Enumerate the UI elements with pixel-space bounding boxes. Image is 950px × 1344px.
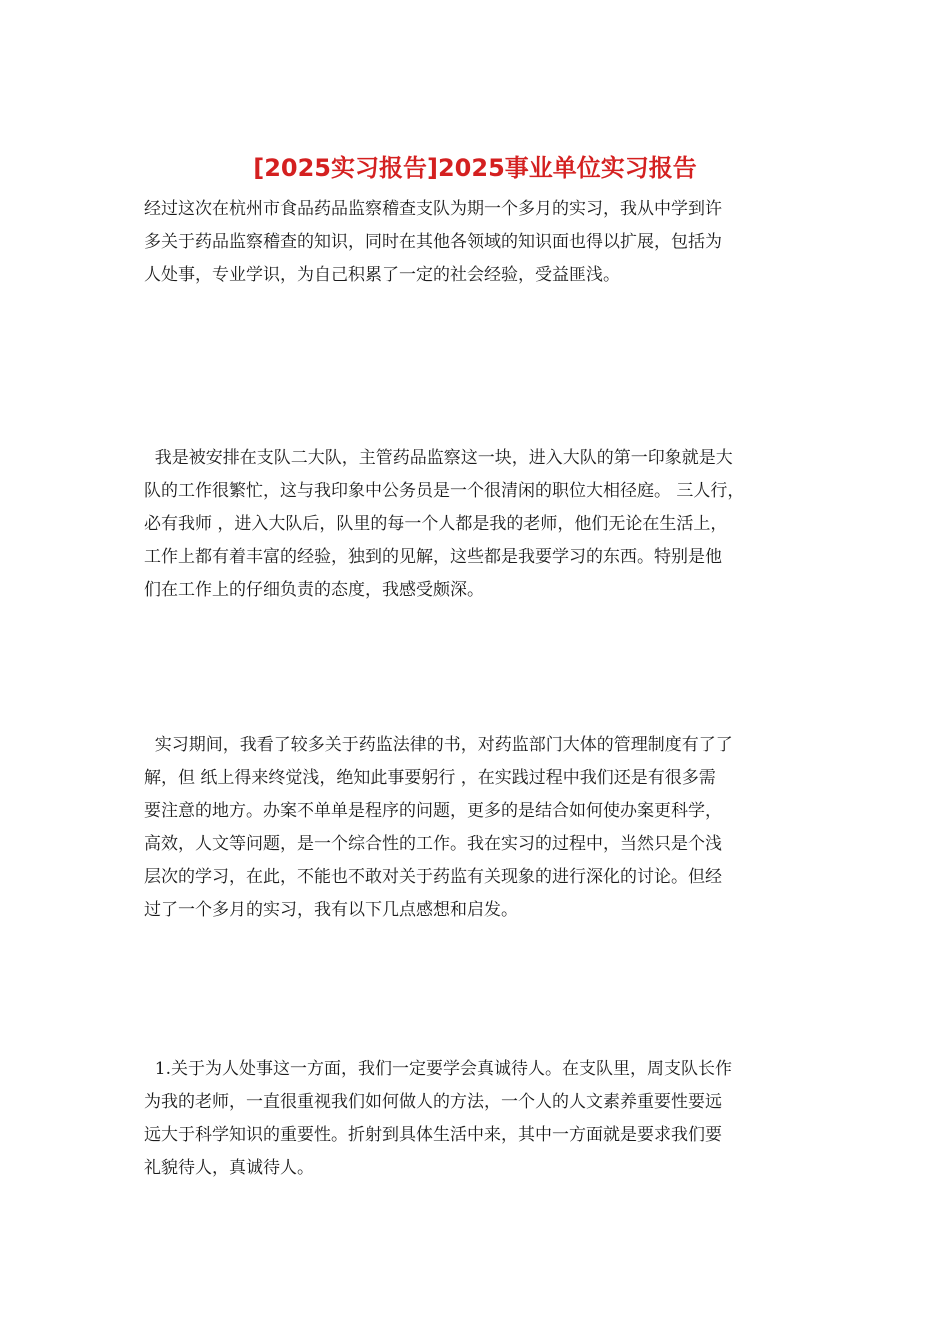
- text-line: 远大于科学知识的重要性。折射到具体生活中来，其中一方面就是要求我们要: [144, 1125, 722, 1145]
- page-title: [2025实习报告]2025事业单位实习报告: [253, 154, 697, 182]
- paragraph-4: [144, 1053, 816, 1185]
- text-line: 1.关于为人处事这一方面，我们一定要学会真诚待人。在支队里，周支队长作: [144, 1059, 733, 1079]
- text-line: 人处事，专业学识，为自己积累了一定的社会经验，受益匪浅。: [144, 265, 620, 285]
- text-line: 必有我师 ，进入大队后，队里的每一个人都是我的老师，他们无论在生活上，: [144, 514, 728, 534]
- paragraph-1: [144, 193, 816, 292]
- paragraph-2: [144, 442, 816, 607]
- text-line: 要注意的地方。办案不单单是程序的问题，更多的是结合如何使办案更科学，: [144, 801, 722, 821]
- text-line: 工作上都有着丰富的经验，独到的见解，这些都是我要学习的东西。特别是他: [144, 547, 722, 567]
- text-line: 解，但 纸上得来终觉浅，绝知此事要躬行 ，在实践过程中我们还是有很多需: [144, 768, 716, 788]
- text-line: 礼貌待人，真诚待人。: [144, 1158, 314, 1178]
- text-line: 多关于药品监察稽查的知识，同时在其他各领域的知识面也得以扩展，包括为: [144, 232, 722, 252]
- text-line: 们在工作上的仔细负责的态度，我感受颇深。: [144, 580, 484, 600]
- text-line: 层次的学习，在此，不能也不敢对关于药监有关现象的进行深化的讨论。但经: [144, 867, 722, 887]
- text-line: 为我的老师，一直很重视我们如何做人的方法，一个人的人文素养重要性要远: [144, 1092, 722, 1112]
- text-line: 实习期间，我看了较多关于药监法律的书，对药监部门大体的管理制度有了了: [144, 735, 733, 755]
- text-line: 经过这次在杭州市食品药品监察稽查支队为期一个多月的实习，我从中学到许: [144, 199, 722, 219]
- text-line: 队的工作很繁忙，这与我印象中公务员是一个很清闲的职位大相径庭。 三人行，: [144, 481, 745, 501]
- text-line: 我是被安排在支队二大队，主管药品监察这一块，进入大队的第一印象就是大: [144, 448, 733, 468]
- paragraph-3: [144, 729, 816, 927]
- text-line: 高效，人文等问题，是一个综合性的工作。我在实习的过程中，当然只是个浅: [144, 834, 722, 854]
- text-line: 过了一个多月的实习，我有以下几点感想和启发。: [144, 900, 518, 920]
